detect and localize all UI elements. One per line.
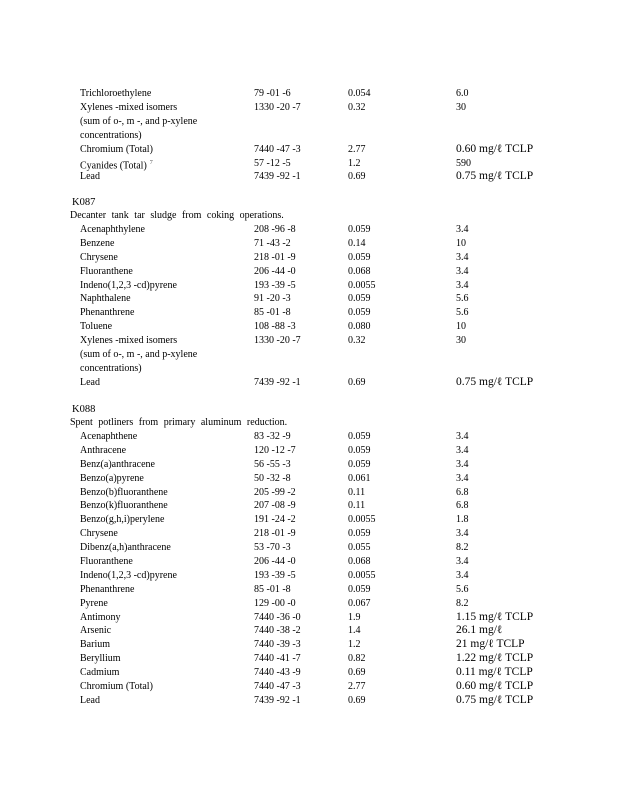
table-row [72,237,552,251]
constituent-name: Chromium (Total) [80,681,153,693]
wastewater-standard: 0.059 [348,307,371,319]
nonwastewater-standard: 0.11 mg/ℓ TCLP [456,666,533,679]
table-row [72,680,552,694]
wastewater-standard: 0.059 [348,444,371,456]
nonwastewater-standard: 5.6 [456,307,469,319]
nonwastewater-standard: 1.8 [456,514,469,526]
wastewater-standard: 0.0055 [348,569,376,581]
cas-number: 7440 -38 -2 [254,625,301,637]
table-row [72,666,552,680]
cas-number: 191 -24 -2 [254,514,296,526]
constituent-name: Benzo(g,h,i)perylene [80,514,165,526]
cas-number: 79 -01 -6 [254,88,291,99]
nonwastewater-standard: 30 [456,335,466,347]
wastewater-standard: 0.11 [348,486,366,498]
table-row [72,513,552,527]
table-row [72,569,552,583]
wastewater-standard: 0.067 [348,597,371,609]
table-row [72,170,552,184]
table-row [72,555,552,569]
cas-number: 7439 -92 -1 [254,376,301,388]
wastewater-standard: 0.69 [348,667,366,679]
cas-number: 206 -44 -0 [254,265,296,277]
constituent-name: Lead [80,376,100,388]
nonwastewater-standard: 3.4 [456,444,469,456]
constituent-name-line: Xylenes -mixed isomers [80,101,178,113]
table-row [72,320,552,334]
cas-number: 129 -00 -0 [254,597,296,609]
nonwastewater-standard: 0.75 mg/ℓ TCLP [456,170,534,183]
table-row [72,444,552,458]
continued-table [72,87,552,184]
cas-number: 218 -01 -9 [254,251,296,263]
wastewater-standard: 0.82 [348,653,366,665]
constituent-name: Cyanides (Total) $^7$ [80,159,153,171]
wastewater-standard: 0.059 [348,458,371,470]
table-row [72,306,552,320]
nonwastewater-standard: 3.4 [456,556,469,568]
wastewater-standard: 0.059 [348,293,371,305]
table-row [72,472,552,486]
constituent-name: Benz(a)anthracene [80,458,155,470]
constituent-name: Trichloroethylene [80,88,152,99]
constituent-table [72,430,552,708]
wastewater-standard: 0.32 [348,335,366,347]
table-row [72,157,552,171]
constituent-name: Naphthalene [80,293,131,305]
cas-number: 50 -32 -8 [254,472,291,484]
cas-number: 83 -32 -9 [254,431,291,442]
wastewater-standard: 1.2 [348,639,361,651]
cas-number: 57 -12 -5 [254,157,291,169]
nonwastewater-standard: 6.8 [456,486,469,498]
constituent-name: Phenanthrene [80,307,135,319]
cas-number: 7440 -36 -0 [254,611,301,623]
wastewater-standard: 2.77 [348,143,366,155]
nonwastewater-standard: 3.4 [456,528,469,540]
cas-number: 7439 -92 -1 [254,694,301,706]
wastewater-standard: 0.080 [348,321,371,333]
constituent-name: Toluene [80,321,113,333]
table-row [72,143,552,157]
table-row [72,292,552,306]
constituent-name: Arsenic [80,625,112,637]
cas-number: 71 -43 -2 [254,237,291,249]
nonwastewater-standard: 5.6 [456,583,469,595]
constituent-name: Chrysene [80,251,118,263]
wastewater-standard: 0.068 [348,556,371,568]
wastewater-standard: 0.0055 [348,279,376,291]
nonwastewater-standard: 6.0 [456,88,469,99]
nonwastewater-standard: 3.4 [456,569,469,581]
constituent-name: Anthracene [80,444,127,456]
constituent-name: Chromium (Total) [80,143,153,155]
constituent-name-line: (sum of o-, m -, and p-xylene [80,115,198,127]
wastewater-standard: 0.69 [348,694,366,706]
table-row [72,87,552,101]
nonwastewater-standard: 21 mg/ℓ TCLP [456,638,525,651]
nonwastewater-standard: 1.22 mg/ℓ TCLP [456,652,534,665]
constituent-name: Fluoranthene [80,556,133,568]
cas-number: 193 -39 -5 [254,279,296,291]
table-row [72,430,552,444]
nonwastewater-standard: 3.4 [456,265,469,277]
constituent-name: Barium [80,639,110,651]
nonwastewater-standard: 3.4 [456,472,469,484]
cas-number: 7440 -47 -3 [254,143,301,155]
wastewater-standard: 0.059 [348,583,371,595]
nonwastewater-standard: 1.15 mg/ℓ TCLP [456,610,534,623]
wastewater-standard: 0.059 [348,224,371,235]
wastewater-standard: 2.77 [348,681,366,693]
wastewater-standard: 0.055 [348,542,371,554]
table-row [72,597,552,611]
constituent-name: Beryllium [80,653,121,665]
wastewater-standard: 0.69 [348,171,366,183]
wastewater-standard: 1.4 [348,625,361,637]
cas-number: 7440 -41 -7 [254,653,301,665]
nonwastewater-standard: 5.6 [456,293,469,305]
constituent-name-line: concentrations) [80,362,142,374]
nonwastewater-standard: 8.2 [456,597,469,609]
cas-number: 7439 -92 -1 [254,171,301,183]
table-row [72,251,552,265]
cas-number: 1330 -20 -7 [254,335,301,347]
wastewater-standard: 0.32 [348,101,366,113]
cas-number: 208 -96 -8 [254,224,296,235]
table-row [72,541,552,555]
nonwastewater-standard: 30 [456,101,466,113]
nonwastewater-standard: 10 [456,237,466,249]
table-row [72,279,552,293]
constituent-name: Cadmium [80,667,120,679]
wastewater-standard: 0.054 [348,88,371,99]
constituent-name: Acenaphthylene [80,224,145,235]
cas-number: 7440 -43 -9 [254,667,301,679]
table-row [72,527,552,541]
nonwastewater-standard: 0.75 mg/ℓ TCLP [456,375,534,388]
table-row [72,694,552,708]
wastewater-standard: 1.9 [348,611,361,623]
table-row [72,638,552,652]
cas-number: 91 -20 -3 [254,293,291,305]
nonwastewater-standard: 590 [456,157,471,169]
constituent-name: Chrysene [80,528,118,540]
constituent-table [72,223,552,390]
table-row [72,624,552,638]
constituent-name: Dibenz(a,h)anthracene [80,542,171,554]
cas-number: 85 -01 -8 [254,583,291,595]
wastewater-standard: 0.068 [348,265,371,277]
constituent-name: Benzo(a)pyrene [80,472,144,484]
wastewater-standard: 0.061 [348,472,371,484]
nonwastewater-standard: 0.75 mg/ℓ TCLP [456,693,534,706]
nonwastewater-standard: 3.4 [456,279,469,291]
cas-number: 205 -99 -2 [254,486,296,498]
constituent-name: Indeno(1,2,3 -cd)pyrene [80,279,177,291]
cas-number: 120 -12 -7 [254,444,296,456]
waste-code: K087 [72,197,96,208]
table-row [72,265,552,279]
waste-description: Decanter tank tar sludge from coking operations. [70,210,284,221]
cas-number: 108 -88 -3 [254,321,296,333]
constituent-name: Benzo(k)fluoranthene [80,500,168,512]
cas-number: 207 -08 -9 [254,500,296,512]
nonwastewater-standard: 0.60 mg/ℓ TCLP [456,680,534,693]
nonwastewater-standard: 6.8 [456,500,469,512]
cas-number: 218 -01 -9 [254,528,296,540]
waste-description: Spent potliners from primary aluminum reduction. [70,417,288,428]
nonwastewater-standard: 3.4 [456,251,469,263]
wastewater-standard: 0.0055 [348,514,376,526]
constituent-name: Acenaphthene [80,431,138,442]
constituent-name-line: concentrations) [80,129,142,141]
table-row [72,611,552,625]
nonwastewater-standard: 3.4 [456,431,469,442]
wastewater-standard: 1.2 [348,157,361,169]
cas-number: 85 -01 -8 [254,307,291,319]
nonwastewater-standard: 3.4 [456,458,469,470]
cas-number: 7440 -47 -3 [254,681,301,693]
nonwastewater-standard: 26.1 mg/ℓ [456,624,503,637]
constituent-name: Pyrene [80,597,108,609]
cas-number: 7440 -39 -3 [254,639,301,651]
wastewater-standard: 0.059 [348,528,371,540]
constituent-name-line: Xylenes -mixed isomers [80,335,178,347]
constituent-name: Benzo(b)fluoranthene [80,486,168,498]
wastewater-standard: 0.11 [348,500,366,512]
constituent-name: Antimony [80,611,121,623]
nonwastewater-standard: 0.60 mg/ℓ TCLP [456,142,534,155]
table-row [72,101,552,143]
constituent-name-line: (sum of o-, m -, and p-xylene [80,349,198,361]
waste-code: K088 [72,404,96,415]
table-row [72,223,552,237]
constituent-name: Benzene [80,237,115,249]
table-row [72,334,552,376]
wastewater-standard: 0.14 [348,237,366,249]
cas-number: 193 -39 -5 [254,569,296,581]
wastewater-standard: 0.69 [348,376,366,388]
waste-code-section-k088 [72,404,552,708]
table-row [72,583,552,597]
cas-number: 53 -70 -3 [254,542,291,554]
footnote-marker: 7 [149,159,153,166]
cas-number: 1330 -20 -7 [254,101,301,113]
constituent-name: Phenanthrene [80,583,135,595]
table-row [72,458,552,472]
wastewater-standard: 0.059 [348,251,371,263]
constituent-name: Lead [80,694,100,706]
table-row [72,652,552,666]
table-row [72,499,552,513]
nonwastewater-standard: 3.4 [456,224,469,235]
wastewater-standard: 0.059 [348,431,371,442]
waste-code-section-k087 [72,197,552,390]
constituent-name: Indeno(1,2,3 -cd)pyrene [80,569,177,581]
nonwastewater-standard: 10 [456,321,466,333]
cas-number: 56 -55 -3 [254,458,291,470]
table-row [72,486,552,500]
table-row [72,376,552,390]
nonwastewater-standard: 8.2 [456,542,469,554]
cas-number: 206 -44 -0 [254,556,296,568]
constituent-name: Fluoranthene [80,265,133,277]
constituent-name: Lead [80,171,100,183]
